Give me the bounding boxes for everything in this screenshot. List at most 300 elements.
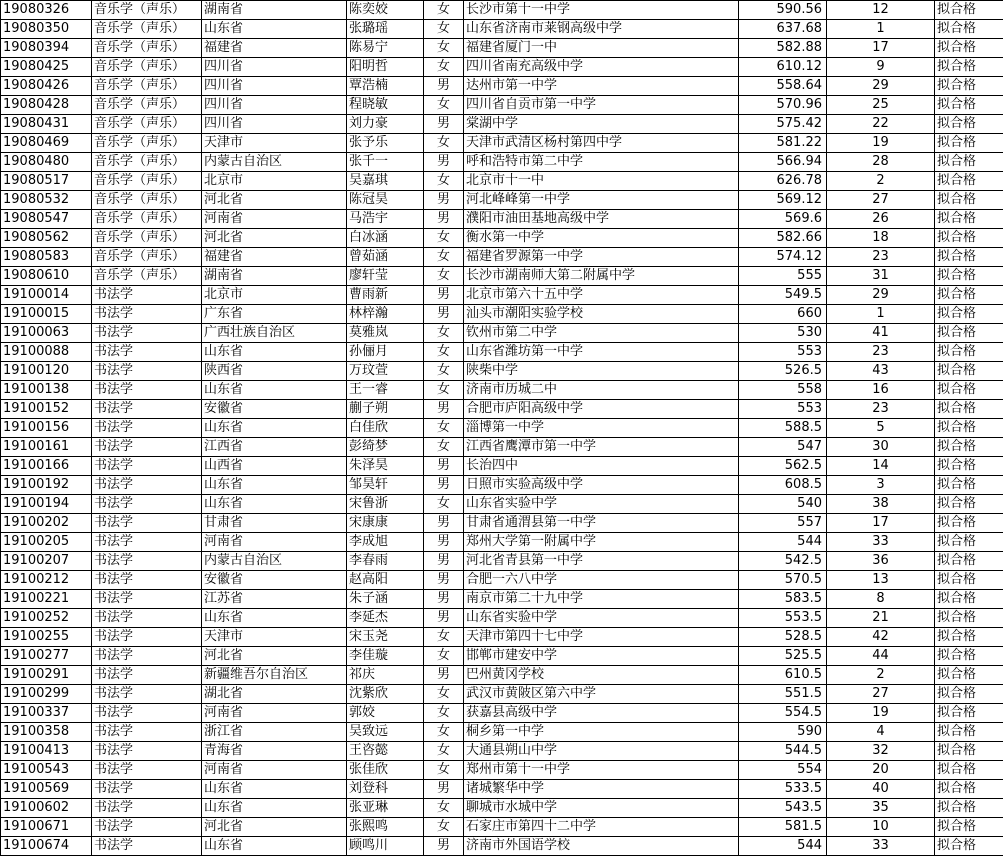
province-cell: 北京市 <box>202 286 347 305</box>
result-cell: 拟合格 <box>935 457 1003 476</box>
exam-id-cell: 19100291 <box>1 666 92 685</box>
major-cell: 书法学 <box>92 590 202 609</box>
exam-id-cell: 19100413 <box>1 742 92 761</box>
rank-cell: 14 <box>827 457 935 476</box>
name-cell: 陈易宁 <box>347 39 424 58</box>
school-cell: 淄博第一中学 <box>464 419 739 438</box>
gender-cell: 女 <box>424 39 464 58</box>
exam-id-cell: 19100252 <box>1 609 92 628</box>
name-cell: 李春雨 <box>347 552 424 571</box>
province-cell: 湖北省 <box>202 685 347 704</box>
table-row <box>1 77 1003 96</box>
score-cell: 610.5 <box>739 666 827 685</box>
province-cell: 江苏省 <box>202 590 347 609</box>
score-cell: 525.5 <box>739 647 827 666</box>
table-row <box>1 286 1003 305</box>
name-cell: 张千一 <box>347 153 424 172</box>
province-cell: 山东省 <box>202 837 347 856</box>
province-cell: 河北省 <box>202 229 347 248</box>
school-cell: 长沙市第十一中学 <box>464 1 739 20</box>
major-cell: 书法学 <box>92 324 202 343</box>
province-cell: 北京市 <box>202 172 347 191</box>
gender-cell: 女 <box>424 685 464 704</box>
school-cell: 汕头市潮阳实验学校 <box>464 305 739 324</box>
table-row <box>1 647 1003 666</box>
major-cell: 书法学 <box>92 609 202 628</box>
exam-id-cell: 19100152 <box>1 400 92 419</box>
major-cell: 书法学 <box>92 400 202 419</box>
name-cell: 曹雨新 <box>347 286 424 305</box>
school-cell: 天津市武清区杨村第四中学 <box>464 134 739 153</box>
major-cell: 音乐学（声乐） <box>92 191 202 210</box>
result-cell: 拟合格 <box>935 267 1003 286</box>
score-cell: 608.5 <box>739 476 827 495</box>
school-cell: 呼和浩特市第二中学 <box>464 153 739 172</box>
gender-cell: 女 <box>424 229 464 248</box>
major-cell: 音乐学（声乐） <box>92 267 202 286</box>
rank-cell: 26 <box>827 210 935 229</box>
gender-cell: 女 <box>424 20 464 39</box>
gender-cell: 女 <box>424 438 464 457</box>
table-row <box>1 495 1003 514</box>
result-cell: 拟合格 <box>935 115 1003 134</box>
score-cell: 570.96 <box>739 96 827 115</box>
province-cell: 山东省 <box>202 780 347 799</box>
school-cell: 山东省实验中学 <box>464 495 739 514</box>
rank-cell: 2 <box>827 666 935 685</box>
table-row <box>1 39 1003 58</box>
result-cell: 拟合格 <box>935 609 1003 628</box>
province-cell: 天津市 <box>202 628 347 647</box>
school-cell: 达州市第一中学 <box>464 77 739 96</box>
exam-id-cell: 19100202 <box>1 514 92 533</box>
score-cell: 626.78 <box>739 172 827 191</box>
gender-cell: 女 <box>424 495 464 514</box>
table-row <box>1 571 1003 590</box>
school-cell: 濮阳市油田基地高级中学 <box>464 210 739 229</box>
result-cell: 拟合格 <box>935 628 1003 647</box>
school-cell: 河北峰峰第一中学 <box>464 191 739 210</box>
rank-cell: 17 <box>827 39 935 58</box>
school-cell: 北京市十一中 <box>464 172 739 191</box>
school-cell: 陕柴中学 <box>464 362 739 381</box>
rank-cell: 19 <box>827 704 935 723</box>
name-cell: 刘力豪 <box>347 115 424 134</box>
gender-cell: 女 <box>424 381 464 400</box>
exam-id-cell: 19100569 <box>1 780 92 799</box>
result-cell: 拟合格 <box>935 96 1003 115</box>
rank-cell: 17 <box>827 514 935 533</box>
major-cell: 音乐学（声乐） <box>92 1 202 20</box>
province-cell: 河北省 <box>202 647 347 666</box>
rank-cell: 25 <box>827 96 935 115</box>
school-cell: 大通县朔山中学 <box>464 742 739 761</box>
province-cell: 河南省 <box>202 533 347 552</box>
name-cell: 祁庆 <box>347 666 424 685</box>
province-cell: 青海省 <box>202 742 347 761</box>
exam-id-cell: 19080425 <box>1 58 92 77</box>
school-cell: 衡水第一中学 <box>464 229 739 248</box>
gender-cell: 女 <box>424 799 464 818</box>
table-row <box>1 20 1003 39</box>
table-row <box>1 666 1003 685</box>
score-cell: 562.5 <box>739 457 827 476</box>
major-cell: 书法学 <box>92 419 202 438</box>
rank-cell: 23 <box>827 248 935 267</box>
rank-cell: 36 <box>827 552 935 571</box>
province-cell: 山东省 <box>202 476 347 495</box>
gender-cell: 男 <box>424 571 464 590</box>
result-cell: 拟合格 <box>935 476 1003 495</box>
school-cell: 长治四中 <box>464 457 739 476</box>
score-cell: 551.5 <box>739 685 827 704</box>
table-row <box>1 742 1003 761</box>
score-cell: 554 <box>739 761 827 780</box>
result-cell: 拟合格 <box>935 153 1003 172</box>
name-cell: 白佳欣 <box>347 419 424 438</box>
major-cell: 书法学 <box>92 305 202 324</box>
table-row <box>1 704 1003 723</box>
table-row <box>1 419 1003 438</box>
rank-cell: 2 <box>827 172 935 191</box>
name-cell: 马浩宇 <box>347 210 424 229</box>
score-cell: 558.64 <box>739 77 827 96</box>
rank-cell: 21 <box>827 609 935 628</box>
province-cell: 四川省 <box>202 115 347 134</box>
province-cell: 天津市 <box>202 134 347 153</box>
major-cell: 音乐学（声乐） <box>92 39 202 58</box>
major-cell: 书法学 <box>92 343 202 362</box>
exam-id-cell: 19100299 <box>1 685 92 704</box>
score-cell: 610.12 <box>739 58 827 77</box>
score-cell: 530 <box>739 324 827 343</box>
table-row <box>1 172 1003 191</box>
table-row <box>1 381 1003 400</box>
gender-cell: 男 <box>424 533 464 552</box>
name-cell: 张亚琳 <box>347 799 424 818</box>
province-cell: 河南省 <box>202 761 347 780</box>
rank-cell: 27 <box>827 685 935 704</box>
result-cell: 拟合格 <box>935 134 1003 153</box>
name-cell: 蒯子朔 <box>347 400 424 419</box>
score-cell: 544 <box>739 837 827 856</box>
name-cell: 吴致远 <box>347 723 424 742</box>
name-cell: 莫雅岚 <box>347 324 424 343</box>
rank-cell: 1 <box>827 20 935 39</box>
exam-id-cell: 19100138 <box>1 381 92 400</box>
rank-cell: 12 <box>827 1 935 20</box>
table-row <box>1 343 1003 362</box>
province-cell: 湖南省 <box>202 267 347 286</box>
gender-cell: 男 <box>424 153 464 172</box>
table-row <box>1 628 1003 647</box>
score-cell: 582.66 <box>739 229 827 248</box>
name-cell: 陈奕姣 <box>347 1 424 20</box>
school-cell: 天津市第四十七中学 <box>464 628 739 647</box>
major-cell: 书法学 <box>92 723 202 742</box>
province-cell: 山东省 <box>202 343 347 362</box>
school-cell: 南京市第二十九中学 <box>464 590 739 609</box>
province-cell: 山东省 <box>202 799 347 818</box>
province-cell: 浙江省 <box>202 723 347 742</box>
name-cell: 邹昊轩 <box>347 476 424 495</box>
score-cell: 526.5 <box>739 362 827 381</box>
table-row <box>1 115 1003 134</box>
rank-cell: 18 <box>827 229 935 248</box>
gender-cell: 女 <box>424 362 464 381</box>
table-row <box>1 609 1003 628</box>
score-cell: 581.5 <box>739 818 827 837</box>
score-cell: 544 <box>739 533 827 552</box>
result-cell: 拟合格 <box>935 77 1003 96</box>
table-row <box>1 248 1003 267</box>
gender-cell: 女 <box>424 96 464 115</box>
rank-cell: 29 <box>827 286 935 305</box>
major-cell: 书法学 <box>92 457 202 476</box>
score-cell: 553 <box>739 400 827 419</box>
school-cell: 山东省潍坊第一中学 <box>464 343 739 362</box>
score-cell: 637.68 <box>739 20 827 39</box>
result-cell: 拟合格 <box>935 647 1003 666</box>
rank-cell: 10 <box>827 818 935 837</box>
major-cell: 书法学 <box>92 666 202 685</box>
gender-cell: 男 <box>424 115 464 134</box>
province-cell: 山东省 <box>202 381 347 400</box>
result-cell: 拟合格 <box>935 590 1003 609</box>
rank-cell: 27 <box>827 191 935 210</box>
name-cell: 彭绮梦 <box>347 438 424 457</box>
name-cell: 张佳欣 <box>347 761 424 780</box>
score-cell: 570.5 <box>739 571 827 590</box>
rank-cell: 30 <box>827 438 935 457</box>
table-row <box>1 134 1003 153</box>
province-cell: 山东省 <box>202 609 347 628</box>
name-cell: 张熙鸣 <box>347 818 424 837</box>
result-cell: 拟合格 <box>935 533 1003 552</box>
major-cell: 书法学 <box>92 742 202 761</box>
score-cell: 557 <box>739 514 827 533</box>
major-cell: 书法学 <box>92 286 202 305</box>
major-cell: 音乐学（声乐） <box>92 115 202 134</box>
gender-cell: 男 <box>424 514 464 533</box>
province-cell: 福建省 <box>202 39 347 58</box>
gender-cell: 男 <box>424 609 464 628</box>
school-cell: 四川省南充高级中学 <box>464 58 739 77</box>
exam-id-cell: 19100255 <box>1 628 92 647</box>
school-cell: 济南市历城二中 <box>464 381 739 400</box>
exam-id-cell: 19100166 <box>1 457 92 476</box>
result-cell: 拟合格 <box>935 58 1003 77</box>
gender-cell: 女 <box>424 419 464 438</box>
province-cell: 甘肃省 <box>202 514 347 533</box>
province-cell: 山西省 <box>202 457 347 476</box>
province-cell: 四川省 <box>202 58 347 77</box>
name-cell: 李成旭 <box>347 533 424 552</box>
result-cell: 拟合格 <box>935 39 1003 58</box>
result-cell: 拟合格 <box>935 552 1003 571</box>
table-row <box>1 58 1003 77</box>
school-cell: 巴州黄冈学校 <box>464 666 739 685</box>
school-cell: 武汉市黄陂区第六中学 <box>464 685 739 704</box>
score-cell: 569.6 <box>739 210 827 229</box>
rank-cell: 38 <box>827 495 935 514</box>
exam-id-cell: 19100120 <box>1 362 92 381</box>
gender-cell: 女 <box>424 1 464 20</box>
exam-id-cell: 19080583 <box>1 248 92 267</box>
major-cell: 音乐学（声乐） <box>92 229 202 248</box>
exam-id-cell: 19100063 <box>1 324 92 343</box>
rank-cell: 44 <box>827 647 935 666</box>
table-row <box>1 305 1003 324</box>
result-cell: 拟合格 <box>935 799 1003 818</box>
exam-id-cell: 19080428 <box>1 96 92 115</box>
table-row <box>1 96 1003 115</box>
result-cell: 拟合格 <box>935 818 1003 837</box>
gender-cell: 男 <box>424 286 464 305</box>
gender-cell: 男 <box>424 77 464 96</box>
gender-cell: 男 <box>424 552 464 571</box>
rank-cell: 33 <box>827 533 935 552</box>
rank-cell: 5 <box>827 419 935 438</box>
exam-id-cell: 19100212 <box>1 571 92 590</box>
rank-cell: 42 <box>827 628 935 647</box>
rank-cell: 41 <box>827 324 935 343</box>
major-cell: 书法学 <box>92 780 202 799</box>
rank-cell: 32 <box>827 742 935 761</box>
major-cell: 音乐学（声乐） <box>92 58 202 77</box>
school-cell: 济南市外国语学校 <box>464 837 739 856</box>
score-cell: 574.12 <box>739 248 827 267</box>
name-cell: 朱子涵 <box>347 590 424 609</box>
table-row <box>1 533 1003 552</box>
school-cell: 合肥一六八中学 <box>464 571 739 590</box>
exam-id-cell: 19100337 <box>1 704 92 723</box>
exam-id-cell: 19100161 <box>1 438 92 457</box>
name-cell: 万玟萱 <box>347 362 424 381</box>
school-cell: 棠湖中学 <box>464 115 739 134</box>
result-cell: 拟合格 <box>935 780 1003 799</box>
score-cell: 549.5 <box>739 286 827 305</box>
score-cell: 660 <box>739 305 827 324</box>
result-cell: 拟合格 <box>935 210 1003 229</box>
gender-cell: 女 <box>424 248 464 267</box>
province-cell: 山东省 <box>202 419 347 438</box>
score-cell: 542.5 <box>739 552 827 571</box>
major-cell: 书法学 <box>92 495 202 514</box>
score-cell: 590 <box>739 723 827 742</box>
exam-id-cell: 19100674 <box>1 837 92 856</box>
table-row <box>1 267 1003 286</box>
province-cell: 湖南省 <box>202 1 347 20</box>
score-cell: 581.22 <box>739 134 827 153</box>
name-cell: 张璐瑶 <box>347 20 424 39</box>
major-cell: 书法学 <box>92 571 202 590</box>
major-cell: 书法学 <box>92 514 202 533</box>
name-cell: 赵高阳 <box>347 571 424 590</box>
gender-cell: 女 <box>424 324 464 343</box>
rank-cell: 31 <box>827 267 935 286</box>
table-row <box>1 590 1003 609</box>
province-cell: 内蒙古自治区 <box>202 153 347 172</box>
major-cell: 音乐学（声乐） <box>92 134 202 153</box>
exam-id-cell: 19100088 <box>1 343 92 362</box>
score-cell: 582.88 <box>739 39 827 58</box>
province-cell: 陕西省 <box>202 362 347 381</box>
table-row <box>1 457 1003 476</box>
result-cell: 拟合格 <box>935 1 1003 20</box>
exam-id-cell: 19100543 <box>1 761 92 780</box>
name-cell: 朱泽昊 <box>347 457 424 476</box>
school-cell: 获嘉县高级中学 <box>464 704 739 723</box>
school-cell: 四川省自贡市第一中学 <box>464 96 739 115</box>
school-cell: 邯郸市建安中学 <box>464 647 739 666</box>
rank-cell: 23 <box>827 400 935 419</box>
result-cell: 拟合格 <box>935 362 1003 381</box>
major-cell: 音乐学（声乐） <box>92 96 202 115</box>
score-cell: 555 <box>739 267 827 286</box>
school-cell: 福建省罗源第一中学 <box>464 248 739 267</box>
name-cell: 陈冠昊 <box>347 191 424 210</box>
rank-cell: 20 <box>827 761 935 780</box>
province-cell: 河北省 <box>202 818 347 837</box>
result-cell: 拟合格 <box>935 172 1003 191</box>
gender-cell: 男 <box>424 837 464 856</box>
score-cell: 547 <box>739 438 827 457</box>
exam-id-cell: 19080562 <box>1 229 92 248</box>
province-cell: 山东省 <box>202 20 347 39</box>
rank-cell: 40 <box>827 780 935 799</box>
table-row <box>1 210 1003 229</box>
exam-id-cell: 19080326 <box>1 1 92 20</box>
major-cell: 书法学 <box>92 533 202 552</box>
major-cell: 书法学 <box>92 552 202 571</box>
gender-cell: 女 <box>424 723 464 742</box>
result-cell: 拟合格 <box>935 666 1003 685</box>
gender-cell: 女 <box>424 761 464 780</box>
major-cell: 书法学 <box>92 381 202 400</box>
exam-id-cell: 19100207 <box>1 552 92 571</box>
result-cell: 拟合格 <box>935 495 1003 514</box>
gender-cell: 男 <box>424 476 464 495</box>
major-cell: 书法学 <box>92 476 202 495</box>
table-row <box>1 153 1003 172</box>
result-cell: 拟合格 <box>935 324 1003 343</box>
result-cell: 拟合格 <box>935 286 1003 305</box>
result-cell: 拟合格 <box>935 229 1003 248</box>
school-cell: 日照市实验高级中学 <box>464 476 739 495</box>
table-row <box>1 1 1003 20</box>
gender-cell: 女 <box>424 134 464 153</box>
result-cell: 拟合格 <box>935 685 1003 704</box>
score-cell: 588.5 <box>739 419 827 438</box>
school-cell: 山东省实验中学 <box>464 609 739 628</box>
school-cell: 郑州市第十一中学 <box>464 761 739 780</box>
gender-cell: 男 <box>424 780 464 799</box>
gender-cell: 男 <box>424 590 464 609</box>
major-cell: 书法学 <box>92 799 202 818</box>
name-cell: 宋玉尧 <box>347 628 424 647</box>
gender-cell: 女 <box>424 628 464 647</box>
result-cell: 拟合格 <box>935 704 1003 723</box>
exam-id-cell: 19080469 <box>1 134 92 153</box>
score-cell: 528.5 <box>739 628 827 647</box>
table-row <box>1 324 1003 343</box>
name-cell: 吴嘉琪 <box>347 172 424 191</box>
school-cell: 甘肃省通渭县第一中学 <box>464 514 739 533</box>
result-cell: 拟合格 <box>935 400 1003 419</box>
exam-id-cell: 19100014 <box>1 286 92 305</box>
result-cell: 拟合格 <box>935 723 1003 742</box>
